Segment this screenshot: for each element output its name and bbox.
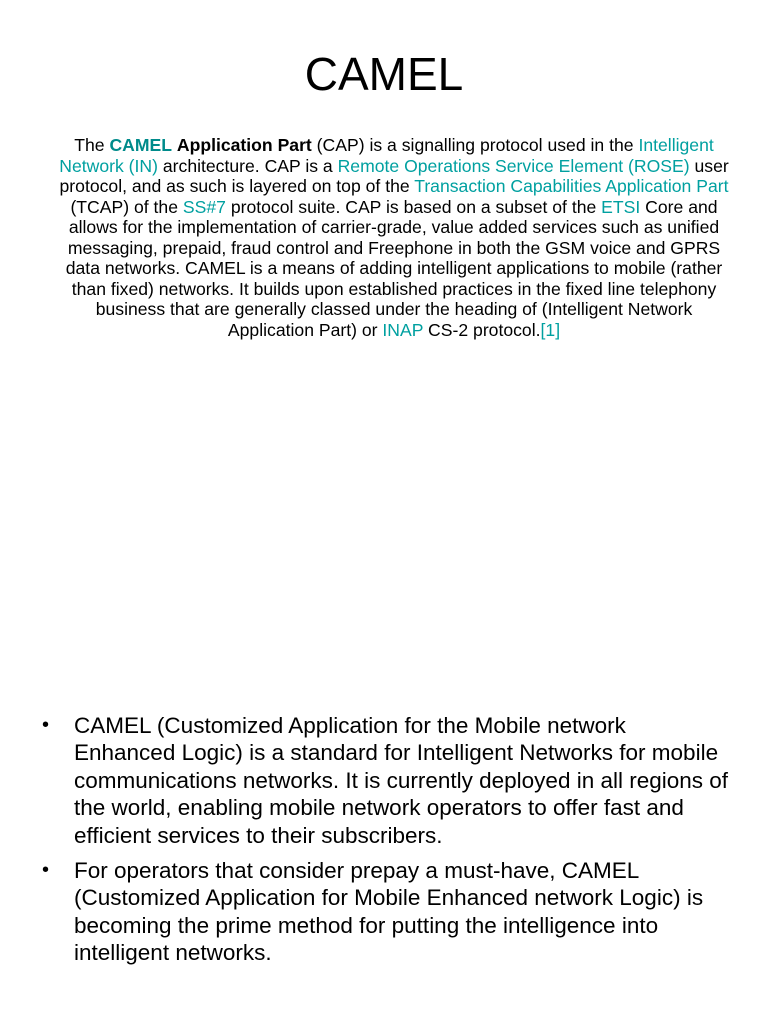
bullet-item — [40, 857, 730, 967]
camel-link[interactable]: CAMEL — [109, 135, 172, 155]
rose-link[interactable]: Remote Operations Service Element (ROSE) — [337, 155, 690, 176]
paragraph-text: (CAP) is a signalling protocol used in the — [311, 135, 639, 155]
paragraph-text: user protocol, and as such is layered on top of the — [59, 155, 729, 196]
application-part-term: Application Part — [176, 135, 312, 155]
paragraph-text: Core and allows for the implementation of carrier-grade, value added services such as unified messaging, prepaid, fraud control and Freephone in both the GSM voice and GPRS data networks. CAMEL is a means of adding intelligent applications to mobile (rather than fixed) networks. It builds upon established practices in the fixed line telephony business that are generally classed under the heading of (Intelligent Network Application Part) or — [65, 196, 723, 340]
paragraph-text: protocol suite. CAP is based on a subset of the — [225, 196, 602, 217]
bullet-text: For operators that consider prepay a must-have, CAMEL (Customized Application for Mobile Enhanced network Logic) is becoming the prime method for putting the intelligence into intelligent networks. — [74, 858, 704, 966]
bullet-list — [40, 712, 730, 975]
intro-paragraph — [54, 135, 734, 340]
ss7-link[interactable]: SS#7 — [182, 196, 226, 217]
intelligent-network-link[interactable]: Intelligent Network (IN) — [59, 135, 714, 176]
inap-link[interactable]: INAP — [382, 319, 424, 340]
paragraph-text: (TCAP) of the — [70, 196, 183, 217]
slide-title: CAMEL — [304, 48, 464, 100]
bullet-item — [40, 712, 730, 849]
etsi-link[interactable]: ETSI — [601, 196, 641, 217]
bullet-marker: • — [42, 714, 50, 736]
bullet-marker: • — [42, 859, 50, 882]
reference-link[interactable]: [1] — [540, 319, 561, 340]
bullet-text: CAMEL (Customized Application for the Mobile network Enhanced Logic) is a standard for Intelligent Networks for mobile communications networks. It is currently deployed in all regions of the world, enabling mobile network operators to offer fast and efficient services to their subscribers. — [74, 713, 729, 848]
paragraph-text: architecture. CAP is a — [157, 155, 338, 176]
paragraph-text: CS-2 protocol. — [423, 319, 541, 340]
paragraph-text: The — [74, 135, 110, 155]
tcap-link[interactable]: Transaction Capabilities Application Part — [414, 176, 729, 196]
